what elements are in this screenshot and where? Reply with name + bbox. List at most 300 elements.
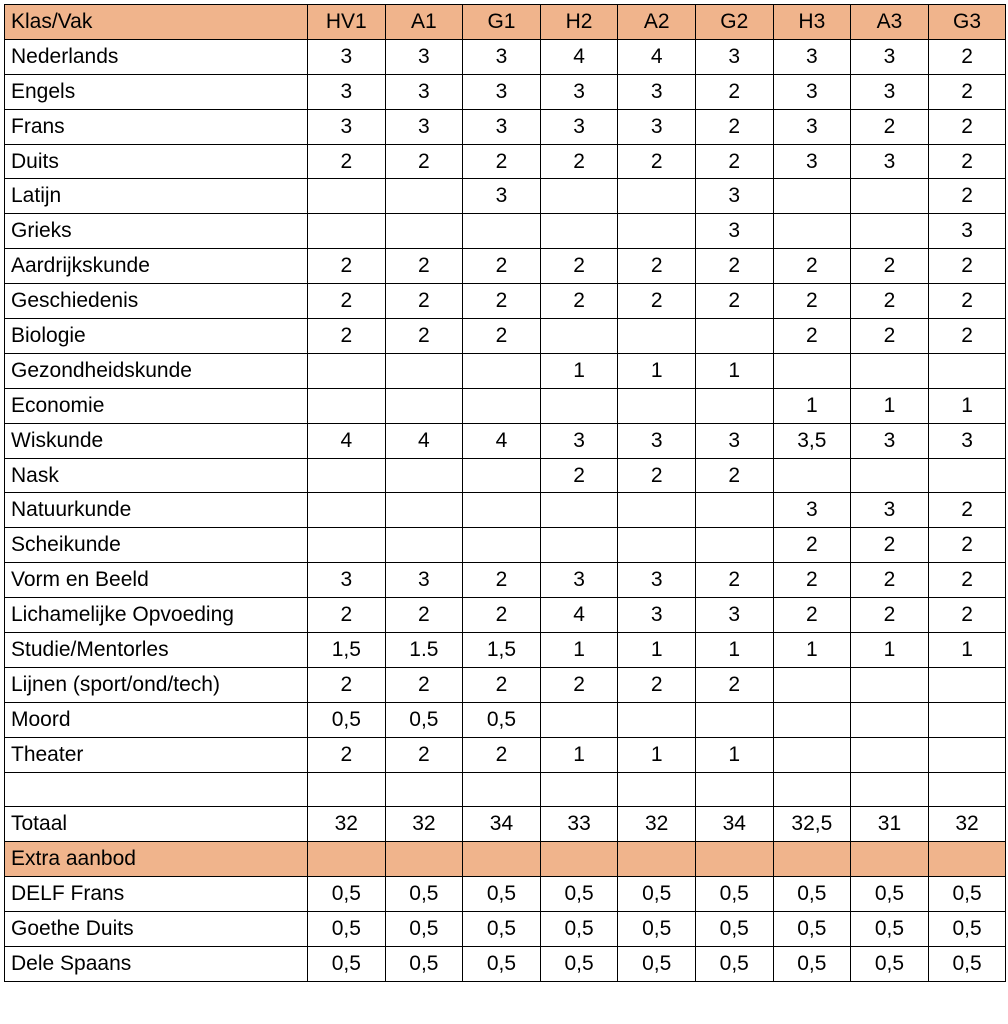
extra-cell: 0,5 xyxy=(463,912,541,947)
hours-cell: 3 xyxy=(308,39,386,74)
hours-cell: 2 xyxy=(928,179,1006,214)
subject-row xyxy=(5,353,1006,388)
hours-cell: 2 xyxy=(463,249,541,284)
hours-cell: 3 xyxy=(695,39,773,74)
hours-cell: 1 xyxy=(618,353,696,388)
subject-name xyxy=(5,772,308,807)
hours-cell xyxy=(928,702,1006,737)
hours-cell: 4 xyxy=(540,598,618,633)
hours-cell: 2 xyxy=(695,667,773,702)
header-row xyxy=(5,5,1006,40)
hours-cell xyxy=(308,528,386,563)
subject-name: Duits xyxy=(5,144,308,179)
hours-cell: 2 xyxy=(851,249,929,284)
hours-cell: 0,5 xyxy=(463,702,541,737)
hours-cell xyxy=(928,458,1006,493)
subject-row xyxy=(5,493,1006,528)
subject-name: Nederlands xyxy=(5,39,308,74)
hours-cell xyxy=(308,353,386,388)
hours-cell: 3 xyxy=(618,598,696,633)
subject-row xyxy=(5,179,1006,214)
hours-cell: 3 xyxy=(928,214,1006,249)
hours-cell: 4 xyxy=(385,423,463,458)
hours-cell: 3 xyxy=(385,109,463,144)
extra-cell: 0,5 xyxy=(695,877,773,912)
hours-cell: 2 xyxy=(463,598,541,633)
hours-cell: 3 xyxy=(695,179,773,214)
hours-cell: 1 xyxy=(851,633,929,668)
column-header: A1 xyxy=(385,5,463,40)
subject-row xyxy=(5,284,1006,319)
hours-cell xyxy=(618,772,696,807)
hours-cell: 3 xyxy=(695,423,773,458)
hours-cell xyxy=(618,388,696,423)
hours-cell: 2 xyxy=(695,249,773,284)
hours-cell xyxy=(540,772,618,807)
hours-cell: 2 xyxy=(308,284,386,319)
extra-cell: 0,5 xyxy=(851,947,929,982)
total-cell: 34 xyxy=(463,807,541,842)
extra-name: DELF Frans xyxy=(5,877,308,912)
hours-cell: 2 xyxy=(618,458,696,493)
hours-cell: 3 xyxy=(618,109,696,144)
total-cell: 32,5 xyxy=(773,807,851,842)
hours-cell: 3 xyxy=(851,144,929,179)
hours-cell: 2 xyxy=(928,598,1006,633)
hours-cell xyxy=(773,667,851,702)
extra-cell: 0,5 xyxy=(928,912,1006,947)
hours-cell: 3 xyxy=(308,109,386,144)
extra-row xyxy=(5,912,1006,947)
extra-cell: 0,5 xyxy=(618,947,696,982)
hours-cell: 3 xyxy=(385,74,463,109)
hours-cell xyxy=(385,493,463,528)
hours-cell xyxy=(463,528,541,563)
hours-cell: 3 xyxy=(463,74,541,109)
subject-name: Frans xyxy=(5,109,308,144)
subject-row xyxy=(5,667,1006,702)
total-cell: 34 xyxy=(695,807,773,842)
subject-name: Grieks xyxy=(5,214,308,249)
subject-row xyxy=(5,214,1006,249)
extra-cell: 0,5 xyxy=(463,947,541,982)
hours-cell xyxy=(695,319,773,354)
hours-cell: 1 xyxy=(540,737,618,772)
total-cell: 32 xyxy=(385,807,463,842)
extra-header-cell xyxy=(851,842,929,877)
hours-cell: 2 xyxy=(463,284,541,319)
hours-cell: 2 xyxy=(308,667,386,702)
hours-cell: 2 xyxy=(618,667,696,702)
extra-cell: 0,5 xyxy=(385,912,463,947)
hours-cell xyxy=(851,772,929,807)
hours-cell: 3 xyxy=(463,39,541,74)
subject-row xyxy=(5,388,1006,423)
hours-cell: 3 xyxy=(773,493,851,528)
hours-cell: 2 xyxy=(385,249,463,284)
timetable xyxy=(4,4,1006,982)
extra-cell: 0,5 xyxy=(385,877,463,912)
hours-cell: 1 xyxy=(773,388,851,423)
hours-cell: 3 xyxy=(618,563,696,598)
hours-cell xyxy=(540,388,618,423)
hours-cell xyxy=(695,772,773,807)
hours-cell xyxy=(851,458,929,493)
subject-row xyxy=(5,109,1006,144)
extra-header-row xyxy=(5,842,1006,877)
hours-cell xyxy=(928,667,1006,702)
hours-cell xyxy=(618,319,696,354)
hours-cell xyxy=(928,353,1006,388)
subject-row xyxy=(5,633,1006,668)
subject-name: Economie xyxy=(5,388,308,423)
subject-row xyxy=(5,39,1006,74)
hours-cell: 1.5 xyxy=(385,633,463,668)
hours-cell: 1 xyxy=(928,633,1006,668)
hours-cell: 1 xyxy=(695,633,773,668)
subject-name: Geschiedenis xyxy=(5,284,308,319)
hours-cell xyxy=(851,667,929,702)
hours-cell: 2 xyxy=(695,109,773,144)
hours-cell: 3 xyxy=(540,74,618,109)
hours-cell: 2 xyxy=(308,319,386,354)
column-header: G1 xyxy=(463,5,541,40)
column-header: A2 xyxy=(618,5,696,40)
hours-cell: 2 xyxy=(463,319,541,354)
hours-cell xyxy=(540,179,618,214)
total-label: Totaal xyxy=(5,807,308,842)
extra-cell: 0,5 xyxy=(695,947,773,982)
hours-cell xyxy=(385,179,463,214)
hours-cell xyxy=(695,493,773,528)
extra-cell: 0,5 xyxy=(851,877,929,912)
hours-cell: 2 xyxy=(385,284,463,319)
hours-cell: 1,5 xyxy=(308,633,386,668)
subject-name: Gezondheidskunde xyxy=(5,353,308,388)
hours-cell: 2 xyxy=(618,144,696,179)
subject-name: Latijn xyxy=(5,179,308,214)
subject-row xyxy=(5,144,1006,179)
hours-cell: 3,5 xyxy=(773,423,851,458)
subject-name: Studie/Mentorles xyxy=(5,633,308,668)
hours-cell xyxy=(851,179,929,214)
subject-name: Natuurkunde xyxy=(5,493,308,528)
total-cell: 32 xyxy=(618,807,696,842)
hours-cell: 3 xyxy=(463,109,541,144)
hours-cell xyxy=(540,214,618,249)
extra-cell: 0,5 xyxy=(540,877,618,912)
hours-cell: 2 xyxy=(773,528,851,563)
extra-cell: 0,5 xyxy=(463,877,541,912)
hours-cell: 2 xyxy=(851,319,929,354)
hours-cell xyxy=(463,353,541,388)
hours-cell: 3 xyxy=(851,39,929,74)
timetable-body xyxy=(5,5,1006,982)
hours-cell: 1 xyxy=(851,388,929,423)
hours-cell: 2 xyxy=(773,284,851,319)
hours-cell: 2 xyxy=(385,667,463,702)
hours-cell xyxy=(308,179,386,214)
hours-cell xyxy=(385,388,463,423)
extra-header-cell xyxy=(540,842,618,877)
hours-cell xyxy=(385,214,463,249)
hours-cell: 3 xyxy=(773,144,851,179)
hours-cell xyxy=(308,214,386,249)
hours-cell xyxy=(540,493,618,528)
hours-cell: 2 xyxy=(773,319,851,354)
hours-cell: 2 xyxy=(851,528,929,563)
extra-name: Goethe Duits xyxy=(5,912,308,947)
hours-cell xyxy=(463,772,541,807)
extra-cell: 0,5 xyxy=(928,947,1006,982)
hours-cell: 1 xyxy=(540,353,618,388)
total-cell: 33 xyxy=(540,807,618,842)
hours-cell xyxy=(308,772,386,807)
hours-cell: 2 xyxy=(463,144,541,179)
hours-cell xyxy=(773,702,851,737)
hours-cell xyxy=(618,214,696,249)
column-header: H3 xyxy=(773,5,851,40)
hours-cell: 3 xyxy=(540,423,618,458)
total-cell: 32 xyxy=(308,807,386,842)
hours-cell xyxy=(540,528,618,563)
hours-cell: 2 xyxy=(773,563,851,598)
extra-cell: 0,5 xyxy=(618,877,696,912)
hours-cell xyxy=(463,493,541,528)
hours-cell: 1 xyxy=(618,737,696,772)
subject-name: Engels xyxy=(5,74,308,109)
column-header: A3 xyxy=(851,5,929,40)
hours-cell xyxy=(851,737,929,772)
extra-header-cell xyxy=(618,842,696,877)
extra-header-cell xyxy=(695,842,773,877)
subject-name: Moord xyxy=(5,702,308,737)
extra-row xyxy=(5,947,1006,982)
subject-row xyxy=(5,249,1006,284)
hours-cell: 2 xyxy=(385,737,463,772)
subject-name: Theater xyxy=(5,737,308,772)
hours-cell: 2 xyxy=(928,563,1006,598)
hours-cell: 2 xyxy=(463,667,541,702)
hours-cell: 1,5 xyxy=(463,633,541,668)
extra-cell: 0,5 xyxy=(540,912,618,947)
hours-cell xyxy=(773,353,851,388)
hours-cell: 2 xyxy=(308,144,386,179)
hours-cell: 4 xyxy=(308,423,386,458)
hours-cell: 4 xyxy=(618,39,696,74)
hours-cell: 2 xyxy=(540,458,618,493)
subject-name: Nask xyxy=(5,458,308,493)
hours-cell xyxy=(308,458,386,493)
hours-cell: 2 xyxy=(928,109,1006,144)
hours-cell: 3 xyxy=(618,74,696,109)
hours-cell xyxy=(695,528,773,563)
extra-cell: 0,5 xyxy=(695,912,773,947)
header-label: Klas/Vak xyxy=(5,5,308,40)
hours-cell xyxy=(773,179,851,214)
hours-cell xyxy=(540,702,618,737)
hours-cell xyxy=(618,528,696,563)
subject-name: Scheikunde xyxy=(5,528,308,563)
extra-cell: 0,5 xyxy=(308,947,386,982)
hours-cell: 3 xyxy=(773,39,851,74)
hours-cell: 1 xyxy=(928,388,1006,423)
hours-cell: 2 xyxy=(540,144,618,179)
hours-cell xyxy=(773,214,851,249)
extra-header-cell xyxy=(385,842,463,877)
extra-cell: 0,5 xyxy=(618,912,696,947)
hours-cell xyxy=(385,458,463,493)
hours-cell: 2 xyxy=(308,737,386,772)
hours-cell: 2 xyxy=(695,144,773,179)
hours-cell: 1 xyxy=(695,353,773,388)
hours-cell: 2 xyxy=(851,563,929,598)
extra-cell: 0,5 xyxy=(773,877,851,912)
extra-header-cell xyxy=(773,842,851,877)
hours-cell: 3 xyxy=(695,214,773,249)
column-header: HV1 xyxy=(308,5,386,40)
hours-cell: 3 xyxy=(851,74,929,109)
hours-cell: 0,5 xyxy=(385,702,463,737)
subject-row xyxy=(5,319,1006,354)
hours-cell: 2 xyxy=(928,39,1006,74)
hours-cell xyxy=(618,179,696,214)
hours-cell xyxy=(695,702,773,737)
hours-cell: 1 xyxy=(540,633,618,668)
hours-cell: 3 xyxy=(540,109,618,144)
hours-cell: 3 xyxy=(928,423,1006,458)
hours-cell: 3 xyxy=(851,493,929,528)
hours-cell xyxy=(463,388,541,423)
hours-cell xyxy=(540,319,618,354)
hours-cell xyxy=(928,772,1006,807)
subject-row xyxy=(5,772,1006,807)
hours-cell: 2 xyxy=(695,284,773,319)
subject-row xyxy=(5,702,1006,737)
hours-cell: 2 xyxy=(928,319,1006,354)
hours-cell: 2 xyxy=(695,458,773,493)
hours-cell: 2 xyxy=(773,598,851,633)
total-row xyxy=(5,807,1006,842)
hours-cell xyxy=(851,353,929,388)
hours-cell: 3 xyxy=(385,563,463,598)
hours-cell xyxy=(695,388,773,423)
hours-cell: 3 xyxy=(540,563,618,598)
hours-cell: 3 xyxy=(695,598,773,633)
extra-cell: 0,5 xyxy=(851,912,929,947)
extra-cell: 0,5 xyxy=(773,912,851,947)
total-cell: 31 xyxy=(851,807,929,842)
extra-header-label: Extra aanbod xyxy=(5,842,308,877)
hours-cell xyxy=(463,214,541,249)
hours-cell: 4 xyxy=(463,423,541,458)
subject-name: Aardrijkskunde xyxy=(5,249,308,284)
subject-row xyxy=(5,737,1006,772)
hours-cell xyxy=(618,493,696,528)
subject-name: Biologie xyxy=(5,319,308,354)
hours-cell: 2 xyxy=(385,144,463,179)
extra-header-cell xyxy=(308,842,386,877)
hours-cell xyxy=(618,702,696,737)
extra-row xyxy=(5,877,1006,912)
hours-cell xyxy=(851,702,929,737)
hours-cell: 2 xyxy=(928,284,1006,319)
hours-cell: 2 xyxy=(928,249,1006,284)
hours-cell: 2 xyxy=(851,109,929,144)
hours-cell xyxy=(308,493,386,528)
hours-cell xyxy=(385,528,463,563)
extra-cell: 0,5 xyxy=(928,877,1006,912)
subject-row xyxy=(5,458,1006,493)
hours-cell: 2 xyxy=(851,284,929,319)
extra-cell: 0,5 xyxy=(385,947,463,982)
hours-cell: 3 xyxy=(618,423,696,458)
extra-header-cell xyxy=(463,842,541,877)
subject-row xyxy=(5,598,1006,633)
total-cell: 32 xyxy=(928,807,1006,842)
hours-cell: 2 xyxy=(618,284,696,319)
hours-cell: 0,5 xyxy=(308,702,386,737)
hours-cell: 2 xyxy=(695,74,773,109)
hours-cell xyxy=(773,772,851,807)
extra-cell: 0,5 xyxy=(308,912,386,947)
hours-cell xyxy=(308,388,386,423)
hours-cell: 3 xyxy=(773,74,851,109)
hours-cell: 2 xyxy=(463,563,541,598)
hours-cell: 3 xyxy=(308,74,386,109)
subject-row xyxy=(5,74,1006,109)
column-header: G2 xyxy=(695,5,773,40)
hours-cell: 3 xyxy=(463,179,541,214)
hours-cell xyxy=(851,214,929,249)
hours-cell: 2 xyxy=(385,319,463,354)
hours-cell: 3 xyxy=(385,39,463,74)
hours-cell: 1 xyxy=(773,633,851,668)
hours-cell: 2 xyxy=(928,493,1006,528)
hours-cell: 1 xyxy=(695,737,773,772)
subject-name: Lijnen (sport/ond/tech) xyxy=(5,667,308,702)
column-header: H2 xyxy=(540,5,618,40)
extra-name: Dele Spaans xyxy=(5,947,308,982)
subject-row xyxy=(5,528,1006,563)
hours-cell xyxy=(773,458,851,493)
subject-name: Vorm en Beeld xyxy=(5,563,308,598)
hours-cell xyxy=(385,772,463,807)
subject-row xyxy=(5,423,1006,458)
extra-cell: 0,5 xyxy=(540,947,618,982)
hours-cell xyxy=(463,458,541,493)
hours-cell: 2 xyxy=(928,74,1006,109)
hours-cell xyxy=(385,353,463,388)
hours-cell xyxy=(773,737,851,772)
extra-header-cell xyxy=(928,842,1006,877)
hours-cell: 2 xyxy=(308,249,386,284)
hours-cell: 3 xyxy=(773,109,851,144)
hours-cell: 2 xyxy=(928,528,1006,563)
hours-cell: 2 xyxy=(308,598,386,633)
hours-cell xyxy=(928,737,1006,772)
subject-name: Wiskunde xyxy=(5,423,308,458)
subject-row xyxy=(5,563,1006,598)
column-header: G3 xyxy=(928,5,1006,40)
hours-cell: 2 xyxy=(695,563,773,598)
hours-cell: 1 xyxy=(618,633,696,668)
extra-cell: 0,5 xyxy=(308,877,386,912)
extra-cell: 0,5 xyxy=(773,947,851,982)
hours-cell: 2 xyxy=(540,249,618,284)
hours-cell: 3 xyxy=(851,423,929,458)
subject-name: Lichamelijke Opvoeding xyxy=(5,598,308,633)
